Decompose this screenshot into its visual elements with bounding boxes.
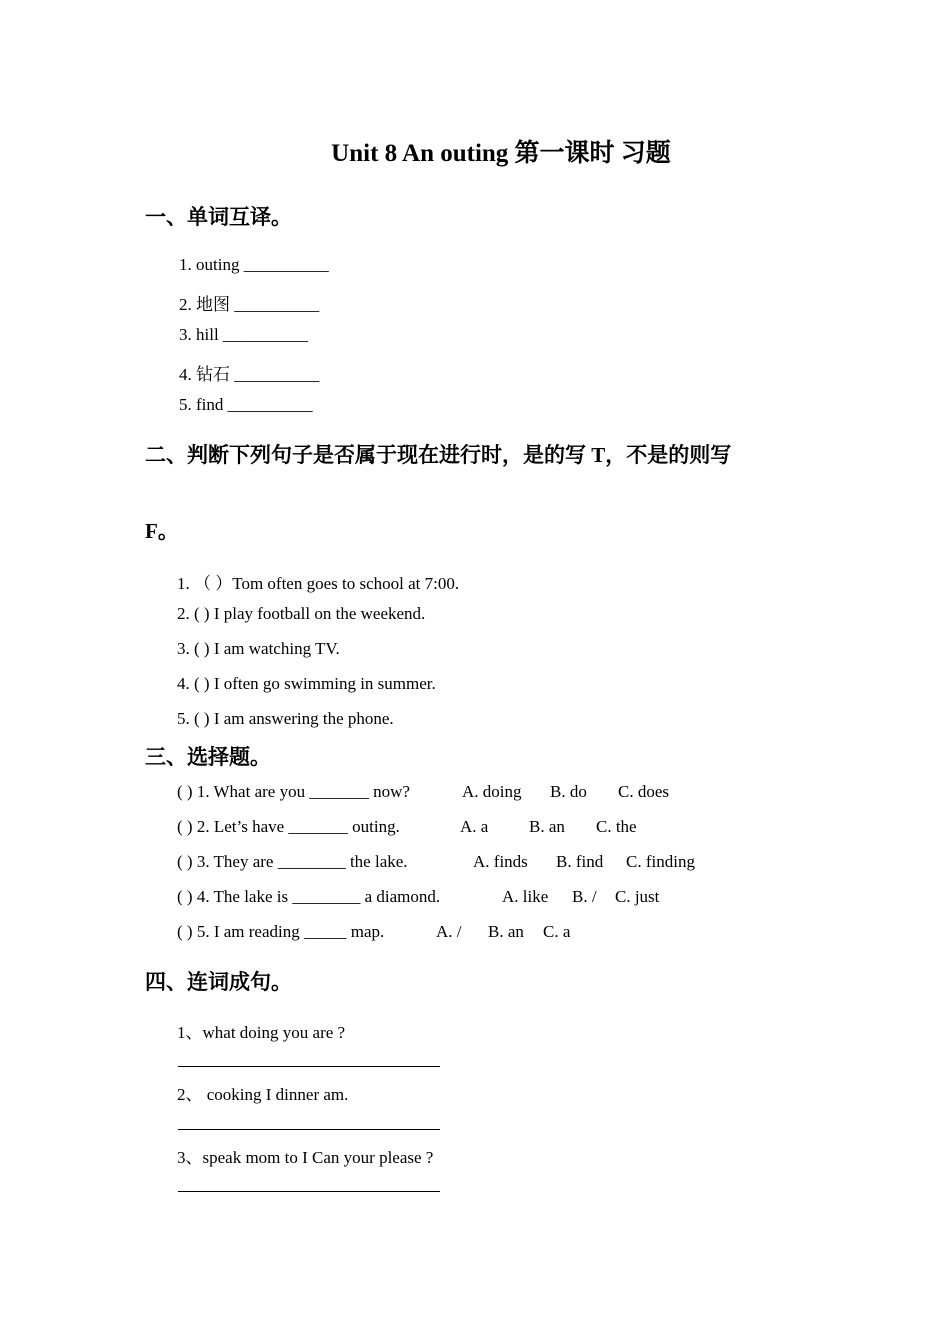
page-title: Unit 8 An outing 第一课时 习题 <box>331 140 671 167</box>
choice-option: C. does <box>618 782 669 801</box>
section2-heading: 二、判断下列句子是否属于现在进行时，是的写 T，不是的则写 <box>145 443 732 467</box>
choice-option: B. do <box>550 782 587 801</box>
word-item: 1. outing __________ <box>179 255 329 274</box>
word-item: 3. hill __________ <box>179 325 308 344</box>
judge-item: 5. ( ) I am answering the phone. <box>177 709 394 728</box>
section1-heading: 一、单词互译。 <box>145 205 292 229</box>
choice-option: B. / <box>572 887 597 906</box>
choice-option: A. finds <box>473 852 528 871</box>
answer-line <box>178 1129 440 1130</box>
judge-item: 2. ( ) I play football on the weekend. <box>177 604 426 623</box>
choice-question-stem: ( ) 2. Let’s have _______ outing. <box>177 817 400 836</box>
judge-item: 3. ( ) I am watching TV. <box>177 639 340 658</box>
choice-option: B. find <box>556 852 604 871</box>
answer-line <box>178 1066 440 1067</box>
word-item: 2. 地图 __________ <box>179 295 320 314</box>
choice-question-stem: ( ) 4. The lake is ________ a diamond. <box>177 887 441 906</box>
answer-line <box>178 1191 440 1192</box>
judge-item: 4. ( ) I often go swimming in summer. <box>177 674 436 693</box>
choice-option: C. just <box>615 887 660 906</box>
choice-option: C. a <box>543 922 571 941</box>
choice-option: B. an <box>488 922 524 941</box>
choice-option: C. the <box>596 817 637 836</box>
word-item: 5. find __________ <box>179 395 313 414</box>
word-item: 4. 钻石 __________ <box>179 365 320 384</box>
section3-heading: 三、选择题。 <box>145 745 271 769</box>
choice-question-stem: ( ) 5. I am reading _____ map. <box>177 922 385 941</box>
judge-item: 1. （ ）Tom often goes to school at 7:00. <box>177 574 460 593</box>
word-order-item: 3、speak mom to I Can your please ? <box>177 1148 434 1167</box>
section4-heading: 四、连词成句。 <box>145 970 292 994</box>
choice-option: A. doing <box>462 782 522 801</box>
section2-heading-cont: F。 <box>145 519 179 543</box>
word-order-item: 2、 cooking I dinner am. <box>177 1085 349 1104</box>
choice-option: A. like <box>502 887 549 906</box>
choice-question-stem: ( ) 3. They are ________ the lake. <box>177 852 408 871</box>
choice-option: B. an <box>529 817 565 836</box>
word-order-item: 1、what doing you are ? <box>177 1023 346 1042</box>
choice-option: A. / <box>436 922 462 941</box>
choice-option: A. a <box>460 817 489 836</box>
choice-option: C. finding <box>626 852 695 871</box>
choice-question-stem: ( ) 1. What are you _______ now? <box>177 782 410 801</box>
